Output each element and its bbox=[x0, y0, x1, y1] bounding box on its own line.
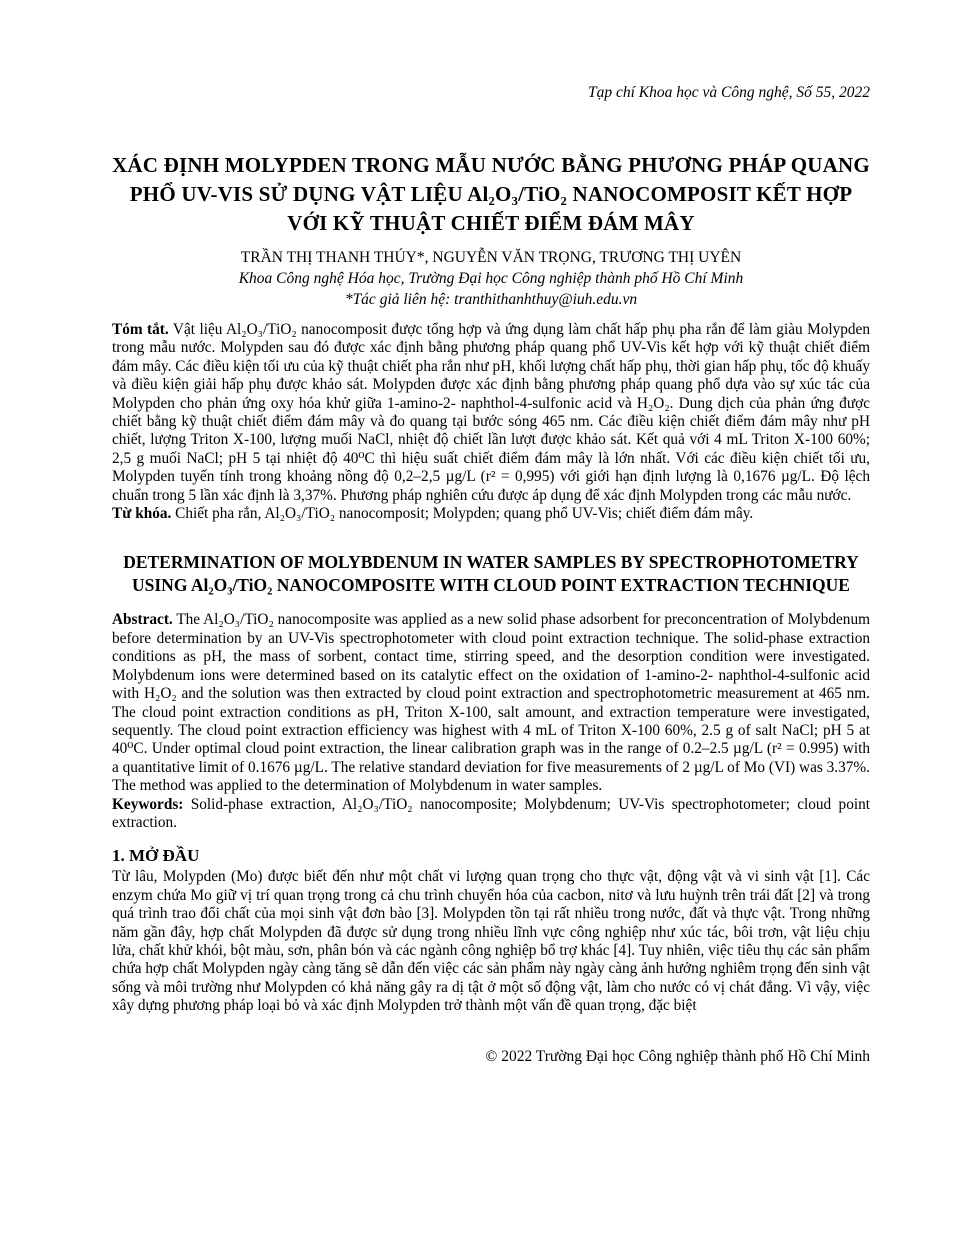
paper-title-english: DETERMINATION OF MOLYBDENUM IN WATER SAMPLES BY SPECTROPHOTOMETRY USING Al₂O₃/TiO₂ NANOCOMPOSITE WITH CLOUD POINT EXTRACTION TECHNIQUE bbox=[123, 552, 859, 596]
keywords-en-label: Keywords: bbox=[112, 795, 184, 813]
abstract-english-section bbox=[112, 611, 870, 832]
keywords-en-text: Solid-phase extraction, Al₂O₃/TiO₂ nanocomposite; Molybdenum; UV-Vis spectrophotometer; cloud point extraction. bbox=[112, 795, 870, 831]
abstract-en-text: The Al₂O₃/TiO₂ nanocomposite was applied as a new solid phase adsorbent for preconcentration of Molybdenum before determination by an UV-Vis spectrophotometer with cloud point extraction technique. The solid-phase extraction conditions as pH, the mass of sorbent, contact time, stirring speed, and the desorption condition were investigated. Molybdenum ions were determined based on its catalytic effect on the oxidation of 1-amino-2- naphthol-4-sulfonic acid with H₂O₂ and the solution was then extracted by cloud point extraction and spectrophotometric measurement at 465 nm. The cloud point extraction conditions as pH, Triton X-100, salt amount, and extraction temperature were investigated, sequently. The cloud point extraction efficiency was highest with 4 mL of Triton X-100 60%, 2.5 g of salt NaCl; pH 5 at 40⁰C. Under optimal cloud point extraction, the linear calibration graph was in the range of 0.2–2.5 µg/L (r² = 0.995) with a quantitative limit of 0.1676 µg/L. The relative standard deviation for five measurements of 2 µg/L of Mo (VI) was 3.37%. The method was applied to the determination of Molybdenum in water samples. bbox=[112, 611, 870, 795]
authors-line: TRẦN THỊ THANH THÚY*, NGUYỄN VĂN TRỌNG, TRƯƠNG THỊ UYÊN bbox=[240, 249, 742, 266]
journal-header: Tạp chí Khoa học và Công nghệ, Số 55, 2022 bbox=[588, 84, 870, 101]
section-1-paragraph: Từ lâu, Molypden (Mo) được biết đến như một chất vi lượng quan trọng cho thực vật, động vật và vi sinh vật [1]. Các enzym chứa Mo giữ vị trí quan trọng trong cả chu trình chuyển hóa của cacbon, nitơ và lưu huỳnh trên trái đất [2] và trong quá trình trao đổi chất của mọi sinh vật đơn bào [3]. Molypden tồn tại rất nhiều trong nước, đất và thực vật. Trong những năm gần đây, hợp chất Molypden đã được sử dụng trong nhiều lĩnh vực công nghiệp như xúc tác, bôi trơn, vật liệu chịu lửa, chất khử khói, bột màu, sơn, phân bón và các ngành công nghiệp bổ trợ khác [4]. Tuy nhiên, việc tiêu thụ các sản phẩm chứa hợp chất Molypden ngày càng tăng sẽ dẫn đến việc các sản phẩm này ngày càng ảnh hưởng nghiêm trọng đến sinh vật sống và môi trường như Molypden có khả năng gây ra dị tật ở một số động vật, làm cho nước có vị chát đắng. Vì vậy, việc xây dựng phương pháp loại bỏ và xác định Molypden trở thành một vấn đề quan trọng, đặc biệt bbox=[112, 868, 870, 1015]
abstract-vi-text: Vật liệu Al₂O₃/TiO₂ nanocomposit được tổng hợp và ứng dụng làm chất hấp phụ pha rắn để làm giàu Molypden trong mẫu nước. Molypden sau đó được xác định bằng phương pháp quang phổ UV-Vis kết hợp với kỹ thuật chiết điểm đám mây. Các điều kiện tối ưu của kỹ thuật chiết pha rắn như pH, khối lượng chất hấp phụ, thời gian hấp phụ, tốc độ khuấy và điều kiện giải hấp phụ được khảo sát. Molypden được xác định bằng phương pháp quang phổ dựa vào sự xúc tác của Molypden cho phản ứng oxy hóa khử giữa 1-amino-2- naphthol-4-sulfonic acid và H₂O₂. Dung dịch của phản ứng được chiết bằng kỹ thuật chiết điểm đám mây và đo quang tại bước sóng 465 nm. Các điều kiện chiết điểm đám mây như pH chiết, lượng Triton X-100, lượng muối NaCl, nhiệt độ chiết lần lượt được khảo sát. Kết quả với 4 mL Triton X-100 60%; 2,5 g muối NaCl; pH 5 tại nhiệt độ 40⁰C thì hiệu suất chiết điểm đám mây là lớn nhất. Với các điều kiện chiết tối ưu, Molypden tuyến tính trong khoảng nồng độ 0,2–2,5 µg/L (r² = 0,995) với giới hạn định lượng là 0,1676 µg/L. Độ lệch chuẩn trong 5 lần xác định là 3,37%. Phương pháp nghiên cứu được áp dụng để xác định Molypden trong các mẫu nước. bbox=[112, 321, 870, 504]
abstract-en-label: Abstract. bbox=[112, 611, 173, 629]
corresponding-author-line: *Tác giả liên hệ: tranthithanhthuy@iuh.edu.vn bbox=[344, 291, 638, 308]
copyright-footer: © 2022 Trường Đại học Công nghiệp thành phố Hồ Chí Minh bbox=[485, 1047, 870, 1065]
abstract-vietnamese-section bbox=[112, 321, 870, 523]
affiliation-line: Khoa Công nghệ Hóa học, Trường Đại học Công nghiệp thành phố Hồ Chí Minh bbox=[238, 270, 744, 287]
keywords-vi-text: Chiết pha rắn, Al₂O₃/TiO₂ nanocomposit; Molypden; quang phổ UV-Vis; chiết điểm đám mây. bbox=[171, 505, 754, 523]
keywords-vi-label: Từ khóa. bbox=[112, 505, 172, 523]
abstract-vi-label: Tóm tắt. bbox=[112, 321, 169, 338]
authors-block bbox=[112, 247, 870, 310]
paper-title-vietnamese: XÁC ĐỊNH MOLYPDEN TRONG MẪU NƯỚC BẰNG PHƯƠNG PHÁP QUANG PHỔ UV-VIS SỬ DỤNG VẬT LIỆU Al₂O₃/TiO₂ NANOCOMPOSIT KẾT HỢP VỚI KỸ THUẬT CHIẾT ĐIỂM ĐÁM MÂY bbox=[112, 153, 870, 235]
abstract-vietnamese bbox=[112, 321, 870, 505]
keywords-vietnamese bbox=[112, 505, 870, 523]
abstract-english bbox=[112, 611, 870, 795]
section-1-heading: 1. MỞ ĐẦU bbox=[112, 846, 200, 866]
keywords-english bbox=[112, 796, 870, 833]
